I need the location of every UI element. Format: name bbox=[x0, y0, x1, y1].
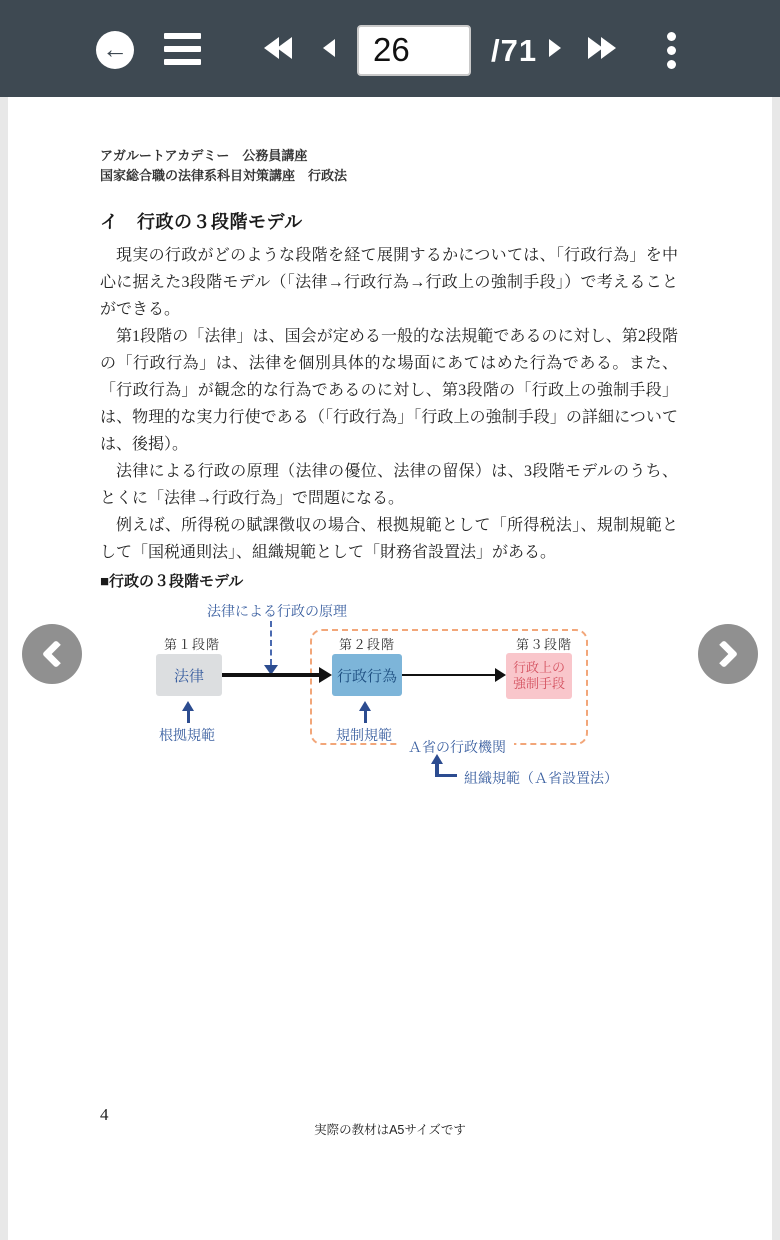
chevron-right-icon bbox=[710, 640, 738, 668]
stage-2-label: 第２段階 bbox=[339, 637, 396, 652]
header-line-1: アガルートアカデミー 公務員講座 bbox=[100, 148, 308, 163]
paragraph: 第1段階の「法律」は、国会が定める一般的な法規範であるのに対し、第2段階の「行政行為」は、法律を個別具体的な場面にあてはめた行為である。また、「行政行為」が観念的な行為であるのに対し、第3段階の「行政上の強制手段」は、物理的な実力行使である（「行政行為」「行政上の強制手段」の詳細については、後掲）。 bbox=[100, 328, 678, 453]
arrow-elbow bbox=[435, 774, 457, 777]
hamburger-icon bbox=[164, 33, 201, 39]
arrow-right-icon bbox=[319, 667, 332, 683]
more-vert-icon bbox=[667, 32, 676, 41]
chevron-left-icon bbox=[42, 640, 70, 668]
header-line-2: 国家総合職の法律系科目対策講座 行政法 bbox=[100, 168, 348, 183]
previous-page-button[interactable] bbox=[323, 39, 335, 62]
material-size-note: 実際の教材はA5サイズです bbox=[314, 1123, 466, 1137]
arrow-stem bbox=[187, 710, 190, 723]
first-page-button[interactable] bbox=[264, 37, 292, 59]
stage-3-label: 第３段階 bbox=[516, 637, 573, 652]
basis-norm-label: 根拠規範 bbox=[159, 727, 215, 743]
previous-icon bbox=[323, 39, 335, 57]
page-number: 4 bbox=[100, 1105, 109, 1124]
next-icon bbox=[549, 39, 561, 57]
next-page-overlay-button[interactable] bbox=[698, 624, 758, 684]
arrow-stem bbox=[364, 710, 367, 723]
arrow-law-to-act bbox=[222, 673, 320, 677]
document-header bbox=[100, 146, 678, 186]
previous-page-overlay-button[interactable] bbox=[22, 624, 82, 684]
arrow-right-icon bbox=[495, 668, 506, 682]
stage-1-label: 第１段階 bbox=[164, 637, 221, 652]
section-title: イ 行政の３段階モデル bbox=[100, 212, 303, 232]
paragraph: 現実の行政がどのような段階を経て展開するかについては、「行政行為」を中心に据えた3段階モデル（「法律→行政行為→行政上の強制手段」）で考えることができる。 bbox=[100, 247, 678, 318]
more-options-button[interactable] bbox=[666, 32, 676, 69]
page-number-input[interactable] bbox=[357, 25, 471, 76]
menu-button[interactable] bbox=[164, 33, 201, 65]
regulation-norm-label: 規制規範 bbox=[336, 727, 392, 743]
enforcement-box: 行政上の強制手段 bbox=[506, 653, 572, 699]
next-page-button[interactable] bbox=[549, 39, 561, 62]
viewer-toolbar bbox=[0, 0, 780, 97]
last-page-button[interactable] bbox=[588, 37, 616, 59]
page-content bbox=[8, 97, 772, 807]
law-box: 法律 bbox=[156, 654, 222, 696]
total-pages-label: /71 bbox=[491, 33, 538, 68]
document-page bbox=[8, 97, 772, 1240]
administrative-act-box: 行政行為 bbox=[332, 654, 402, 696]
organization-norm-label: 組織規範（Ａ省設置法） bbox=[464, 770, 618, 786]
arrow-act-to-enforcement bbox=[402, 674, 495, 676]
back-arrow-icon: ← bbox=[102, 33, 128, 64]
three-stage-model-diagram bbox=[100, 597, 678, 807]
diagram-heading: ■行政の３段階モデル bbox=[100, 573, 244, 590]
agency-label: Ａ省の行政機関 bbox=[400, 737, 514, 757]
back-button[interactable] bbox=[96, 31, 134, 69]
body-text bbox=[100, 242, 678, 566]
principle-label: 法律による行政の原理 bbox=[207, 603, 347, 619]
paragraph: 法律による行政の原理（法律の優位、法律の留保）は、3段階モデルのうち、とくに「法律→行政行為」で問題になる。 bbox=[100, 463, 678, 507]
principle-dashed-arrow-line bbox=[270, 621, 272, 665]
paragraph: 例えば、所得税の賦課徴収の場合、根拠規範として「所得税法」、規制規範として「国税通則法」、組織規範として「財務省設置法」がある。 bbox=[100, 517, 678, 561]
